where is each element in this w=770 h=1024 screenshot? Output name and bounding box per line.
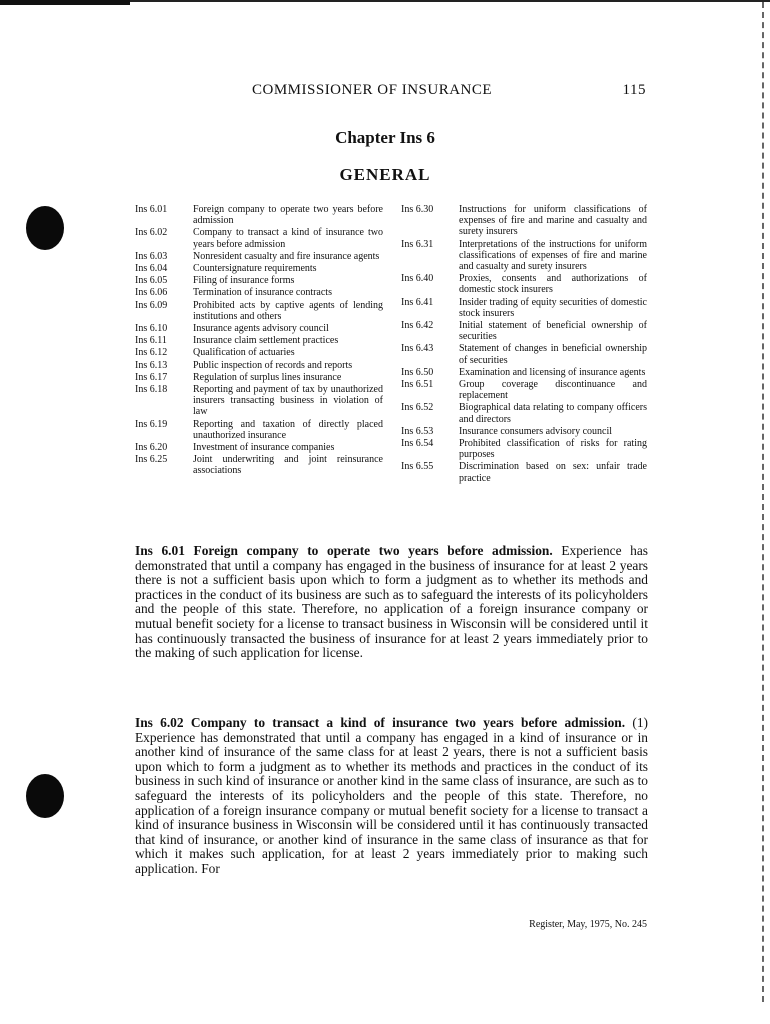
toc-entry-number: Ins 6.50 bbox=[401, 366, 434, 378]
toc-entry bbox=[135, 227, 383, 249]
toc-left-column bbox=[135, 204, 383, 478]
toc-entry-title: Insurance claim settlement practices bbox=[193, 335, 339, 347]
toc-entry-number: Ins 6.19 bbox=[135, 418, 168, 430]
toc-entry-number: Ins 6.13 bbox=[135, 359, 168, 371]
register-footer: Register, May, 1975, No. 245 bbox=[529, 919, 647, 930]
toc-entry-title: Public inspection of records and reports bbox=[193, 359, 353, 371]
toc-entry-number: Ins 6.52 bbox=[401, 402, 434, 414]
toc-entry bbox=[135, 360, 383, 371]
section-heading: Ins 6.01 Foreign company to operate two years before admission. bbox=[135, 543, 553, 558]
section-heading: Ins 6.02 Company to transact a kind of insurance two years before admission. bbox=[135, 715, 626, 730]
toc-entry bbox=[401, 426, 647, 437]
toc-entry-title: Reporting and payment of tax by unauthorized insurers transacting business in violation of law bbox=[193, 384, 383, 418]
toc-entry-number: Ins 6.51 bbox=[401, 379, 434, 391]
toc-entry-title: Biographical data relating to company officers and directors bbox=[459, 402, 647, 425]
toc-entry-number: Ins 6.31 bbox=[401, 238, 434, 250]
toc-entry-number: Ins 6.02 bbox=[135, 227, 168, 239]
toc-entry bbox=[135, 335, 383, 346]
toc-entry-number: Ins 6.53 bbox=[401, 425, 434, 437]
toc-entry-number: Ins 6.12 bbox=[135, 347, 168, 359]
toc-entry-number: Ins 6.20 bbox=[135, 442, 168, 454]
toc-entry-title: Interpretations of the instructions for uniform classifications of expenses of fire and marine and casualty and surety insurers bbox=[459, 238, 647, 273]
toc-entry-title: Examination and licensing of insurance agents bbox=[459, 366, 646, 378]
top-rule-mark bbox=[0, 0, 130, 5]
toc-entry bbox=[401, 273, 647, 295]
toc-right-column bbox=[401, 204, 647, 485]
toc-entry bbox=[401, 204, 647, 238]
section-text: (1) Experience has demonstrated that until a company has engaged in a kind of insurance or in another kind of insurance of the same class for at least 2 years, there is not a sufficient basis upon which to form a judgment as to whether its methods and practices in the conduct of its business in such kind of insurance or another kind in the same class of insurance, are such as to safeguard the interests of its policyholders and the people of this state. Therefore, no application of a foreign insurance company or mutual benefit society for a license to transact a kind of insurance business in Wisconsin will be considered until it has continuously transacted that kind of insurance, or another kind of insurance in the same class of insurance as that for which it makes such application, for at least 2 years immediately prior to making such application. For bbox=[135, 715, 648, 876]
toc-entry-title: Proxies, consents and authorizations of domestic stock insurers bbox=[459, 273, 647, 296]
toc-entry bbox=[401, 438, 647, 460]
toc-entry bbox=[135, 372, 383, 383]
toc-entry bbox=[401, 379, 647, 401]
toc-entry-title: Insider trading of equity securities of domestic stock insurers bbox=[459, 296, 647, 319]
toc-entry-title: Qualification of actuaries bbox=[193, 347, 295, 359]
toc-entry-title: Filing of insurance forms bbox=[193, 275, 295, 287]
toc-entry-title: Insurance consumers advisory council bbox=[459, 425, 613, 437]
toc-entry bbox=[135, 263, 383, 274]
toc-entry-title: Group coverage discontinuance and replacement bbox=[459, 379, 647, 402]
toc-entry-number: Ins 6.01 bbox=[135, 204, 168, 215]
chapter-title: Chapter Ins 6 bbox=[335, 128, 435, 147]
toc-entry bbox=[135, 287, 383, 298]
toc-entry bbox=[401, 367, 647, 378]
toc-entry-title: Countersignature requirements bbox=[193, 263, 317, 275]
toc-entry bbox=[135, 323, 383, 334]
toc-entry bbox=[135, 300, 383, 322]
toc-entry-title: Prohibited classification of risks for rating purposes bbox=[459, 438, 647, 461]
toc-entry-number: Ins 6.55 bbox=[401, 461, 434, 473]
toc-entry-title: Regulation of surplus lines insurance bbox=[193, 371, 342, 383]
toc-entry-number: Ins 6.43 bbox=[401, 343, 434, 355]
toc-entry-number: Ins 6.30 bbox=[401, 204, 434, 215]
punch-hole bbox=[26, 206, 64, 250]
toc-entry bbox=[135, 384, 383, 418]
section-title: GENERAL bbox=[339, 165, 431, 184]
toc-entry bbox=[135, 442, 383, 453]
toc-entry-title: Reporting and taxation of directly placed unauthorized insurance bbox=[193, 418, 383, 441]
toc-entry bbox=[401, 402, 647, 424]
toc-entry-title: Joint underwriting and joint reinsurance associations bbox=[193, 454, 383, 477]
toc-entry bbox=[135, 251, 383, 262]
toc-entry-number: Ins 6.10 bbox=[135, 323, 168, 335]
running-head-title: COMMISSIONER OF INSURANCE bbox=[252, 82, 493, 98]
toc-entry-title: Investment of insurance companies bbox=[193, 442, 335, 454]
toc-entry-number: Ins 6.09 bbox=[135, 299, 168, 311]
toc-entry-number: Ins 6.54 bbox=[401, 438, 434, 450]
toc-entry-number: Ins 6.41 bbox=[401, 296, 434, 308]
toc-entry bbox=[401, 239, 647, 273]
toc-entry-title: Termination of insurance contracts bbox=[193, 287, 332, 299]
toc-entry bbox=[401, 461, 647, 483]
toc-entry-title: Discrimination based on sex: unfair trade practice bbox=[459, 461, 647, 484]
toc-entry-number: Ins 6.06 bbox=[135, 287, 168, 299]
toc-entry bbox=[135, 454, 383, 476]
toc-entry bbox=[135, 419, 383, 441]
toc-entry-number: Ins 6.03 bbox=[135, 250, 168, 262]
page-number: 115 bbox=[622, 82, 646, 98]
page-edge bbox=[760, 2, 764, 1002]
punch-hole bbox=[26, 774, 64, 818]
toc-entry-number: Ins 6.11 bbox=[135, 335, 167, 347]
toc-entry-title: Statement of changes in beneficial ownership of securities bbox=[459, 343, 647, 366]
toc-entry-number: Ins 6.05 bbox=[135, 275, 168, 287]
toc-entry-title: Initial statement of beneficial ownership of securities bbox=[459, 320, 647, 343]
toc-entry bbox=[135, 347, 383, 358]
section-ins-6-01 bbox=[135, 544, 648, 661]
toc-entry-number: Ins 6.42 bbox=[401, 320, 434, 332]
toc-entry-number: Ins 6.04 bbox=[135, 263, 168, 275]
toc-entry-title: Foreign company to operate two years before admission bbox=[193, 204, 383, 227]
toc-entry-title: Insurance agents advisory council bbox=[193, 323, 329, 335]
toc-entry-title: Instructions for uniform classifications of expenses of fire and marine and casualty and surety insurers bbox=[459, 204, 647, 238]
toc-entry-title: Prohibited acts by captive agents of lending institutions and others bbox=[193, 299, 383, 322]
toc-entry bbox=[135, 275, 383, 286]
toc-entry-title: Company to transact a kind of insurance two years before admission bbox=[193, 227, 383, 250]
toc-entry-number: Ins 6.40 bbox=[401, 273, 434, 285]
toc-entry-number: Ins 6.17 bbox=[135, 371, 168, 383]
section-ins-6-02 bbox=[135, 716, 648, 877]
toc-entry-number: Ins 6.25 bbox=[135, 454, 168, 466]
toc-entry bbox=[401, 320, 647, 342]
section-text: Experience has demonstrated that until a company has engaged in the business of insurance for at least 2 years there is not a sufficient basis upon which to form a judgment as to whether its methods and practices in the conduct of its business are such as to safeguard the interests of its policyholders and the people of this state. Therefore, no application of a foreign insurance company or mutual benefit society for a license to transact business in Wisconsin will be considered until it has continuously transacted the business of insurance for at least 2 years immediately prior to the making of such application for license. bbox=[135, 543, 649, 661]
toc-entry-number: Ins 6.18 bbox=[135, 384, 168, 396]
toc-entry bbox=[401, 343, 647, 365]
toc-entry bbox=[135, 204, 383, 226]
toc-entry-title: Nonresident casualty and fire insurance agents bbox=[193, 250, 380, 262]
toc-entry bbox=[401, 297, 647, 319]
